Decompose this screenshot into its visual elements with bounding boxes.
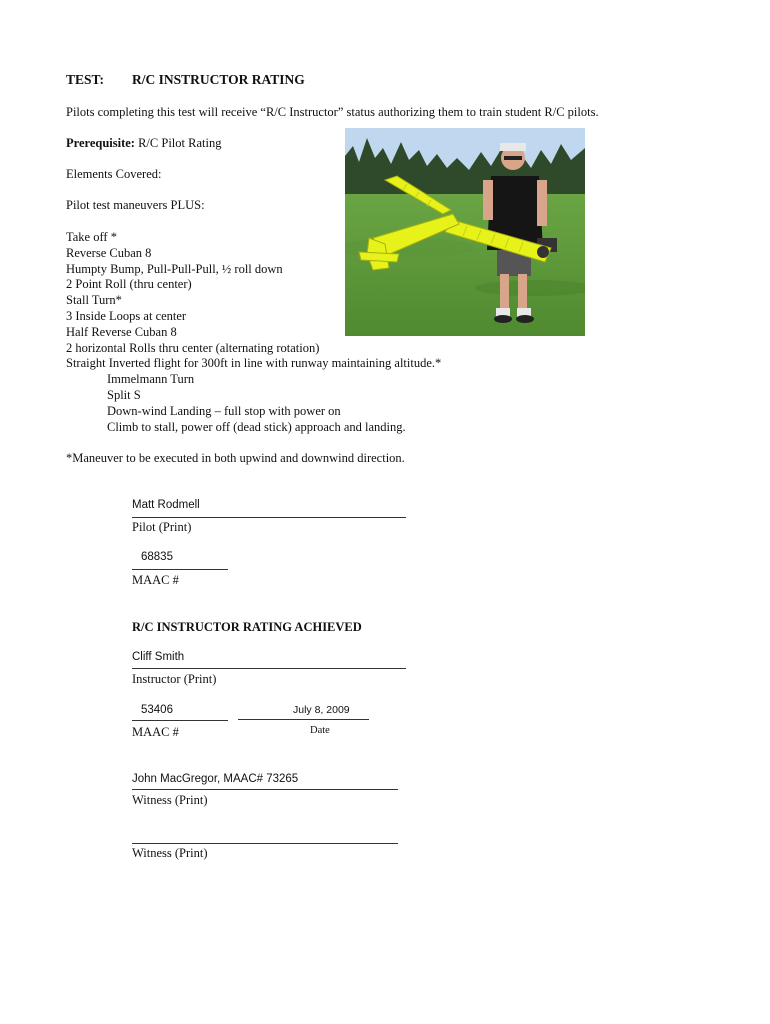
maneuver-item: Immelmann Turn <box>107 372 195 387</box>
instructor-name-line <box>132 668 406 669</box>
maneuver-item: Split S <box>107 387 141 402</box>
prerequisite-line <box>66 136 221 151</box>
instructor-maac-label: MAAC # <box>132 725 179 739</box>
pilot-with-plane-photo <box>345 128 585 336</box>
witness1-line <box>132 789 398 790</box>
witness2-label: Witness (Print) <box>132 846 208 860</box>
pilot-name: Matt Rodmell <box>132 499 200 511</box>
instructor-maac: 53406 <box>141 704 173 716</box>
instructor-name-label: Instructor (Print) <box>132 672 217 686</box>
prerequisite-label: Prerequisite: <box>66 136 135 150</box>
elements-covered: Elements Covered: <box>66 167 162 181</box>
achieved-heading: R/C INSTRUCTOR RATING ACHIEVED <box>132 620 362 634</box>
instructor-date: July 8, 2009 <box>293 704 350 716</box>
footnote: *Maneuver to be executed in both upwind and downwind direction. <box>66 451 405 465</box>
maneuver-item: Stall Turn* <box>66 293 122 308</box>
maneuver-item: Humpty Bump, Pull-Pull-Pull, ½ roll down <box>66 261 283 276</box>
maneuver-item: Climb to stall, power off (dead stick) approach and landing. <box>107 419 406 434</box>
witness1-name: John MacGregor, MAAC# 73265 <box>132 773 299 785</box>
maneuver-item: Reverse Cuban 8 <box>66 245 152 260</box>
instructor-maac-line <box>132 720 228 721</box>
prerequisite-value: R/C Pilot Rating <box>138 136 222 150</box>
maneuver-item: 2 horizontal Rolls thru center (alternating rotation) <box>66 340 320 355</box>
witness1-label: Witness (Print) <box>132 793 208 807</box>
pilot-maac-label: MAAC # <box>132 573 179 587</box>
instructor-name: Cliff Smith <box>132 651 185 663</box>
pilot-maac-line <box>132 569 228 570</box>
maneuver-item: Down-wind Landing – full stop with power on <box>107 403 341 418</box>
pilot-maac: 68835 <box>141 551 173 563</box>
page-title: R/C INSTRUCTOR RATING <box>132 72 305 87</box>
maneuver-item: Half Reverse Cuban 8 <box>66 324 177 339</box>
maneuver-item: Straight Inverted flight for 300ft in line with runway maintaining altitude.* <box>66 356 442 371</box>
pilot-test-heading: Pilot test maneuvers PLUS: <box>66 198 205 212</box>
maneuver-item: Take off * <box>66 230 117 244</box>
intro-text: Pilots completing this test will receive “R/C Instructor” status authorizing them to train student R/C pilots. <box>66 105 599 119</box>
test-label: TEST: <box>66 72 105 87</box>
pilot-name-label: Pilot (Print) <box>132 520 192 534</box>
maneuver-item: 3 Inside Loops at center <box>66 308 187 323</box>
date-label: Date <box>310 725 330 736</box>
pilot-name-line <box>132 517 406 518</box>
date-line <box>238 719 369 720</box>
witness2-line <box>132 843 398 844</box>
maneuver-item: 2 Point Roll (thru center) <box>66 277 192 292</box>
